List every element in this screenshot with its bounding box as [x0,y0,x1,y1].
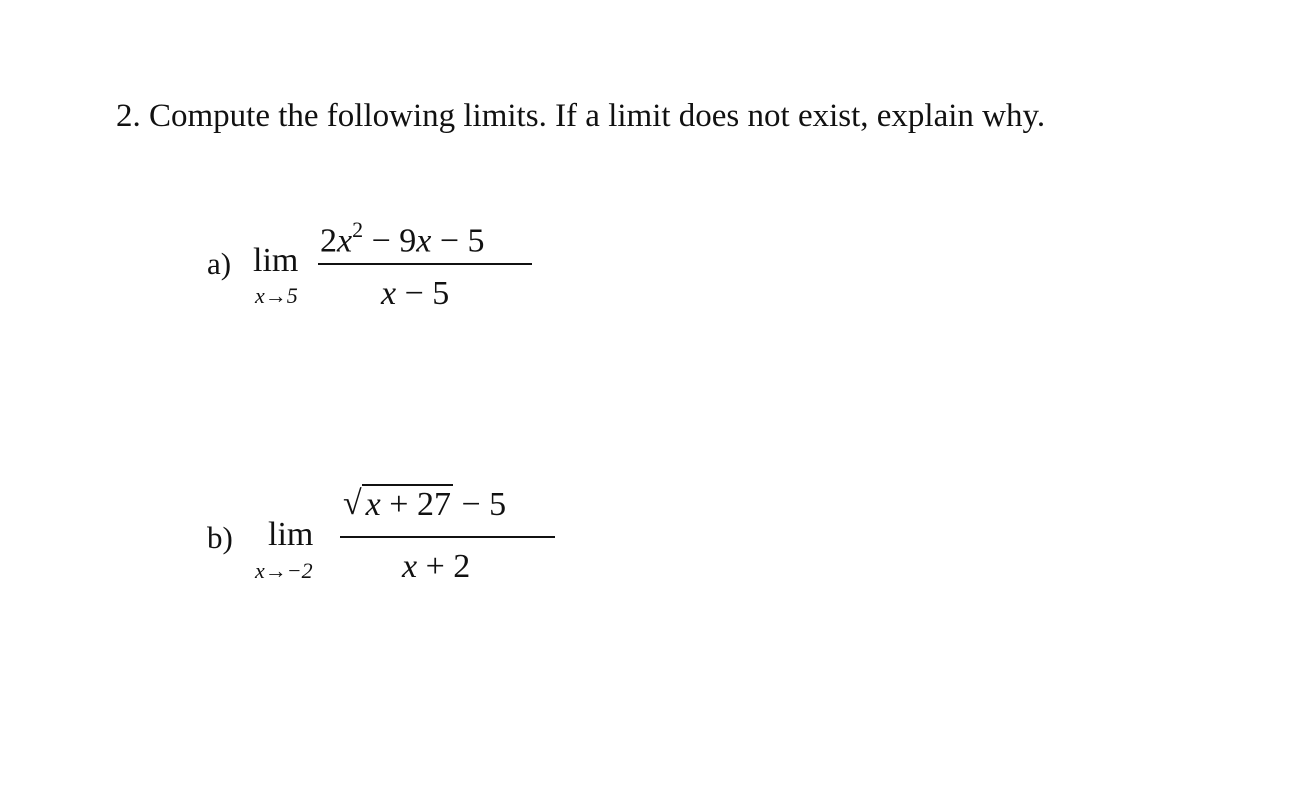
part-b-radicand [362,484,453,524]
part-a-fraction-bar [318,263,532,265]
part-a-num-coef: 2 [320,222,337,260]
part-a-num-term2: − 9 [363,222,417,260]
part-b-lim: lim [268,516,314,553]
part-a-label: a) [207,246,232,281]
part-a-num-var2: x [416,222,432,260]
part-a-num-term3: − 5 [431,222,485,260]
part-b-fraction-bar [340,536,555,538]
part-b-square-root [343,484,453,525]
part-b-denominator [402,547,470,587]
problem-instructions: Compute the following limits. If a limit does not exist, explain why. [149,98,1046,134]
part-b-den-rest: + 2 [417,548,471,585]
part-a-num-var: x [337,222,353,260]
part-b-radicand-rest: + 27 [380,486,451,523]
problem-heading [116,94,1045,138]
part-a-numerator [320,212,485,261]
square-root-icon: √ [343,485,362,522]
part-b-num-outside: − 5 [452,486,507,523]
part-b-radicand-var: x [365,486,381,523]
problem-number: 2. [116,98,141,134]
part-a-lim: lim [253,242,299,279]
part-a-den-var: x [381,275,397,312]
part-b-lim-subscript: x→−2 [255,558,313,583]
part-a-denominator [381,274,449,314]
part-a-lim-subscript: x→5 [255,283,298,308]
part-b-label: b) [207,520,233,555]
part-a-num-exponent: 2 [352,217,364,242]
part-b-den-var: x [402,548,418,585]
part-b-numerator [343,484,506,525]
part-a-den-rest: − 5 [396,275,450,312]
